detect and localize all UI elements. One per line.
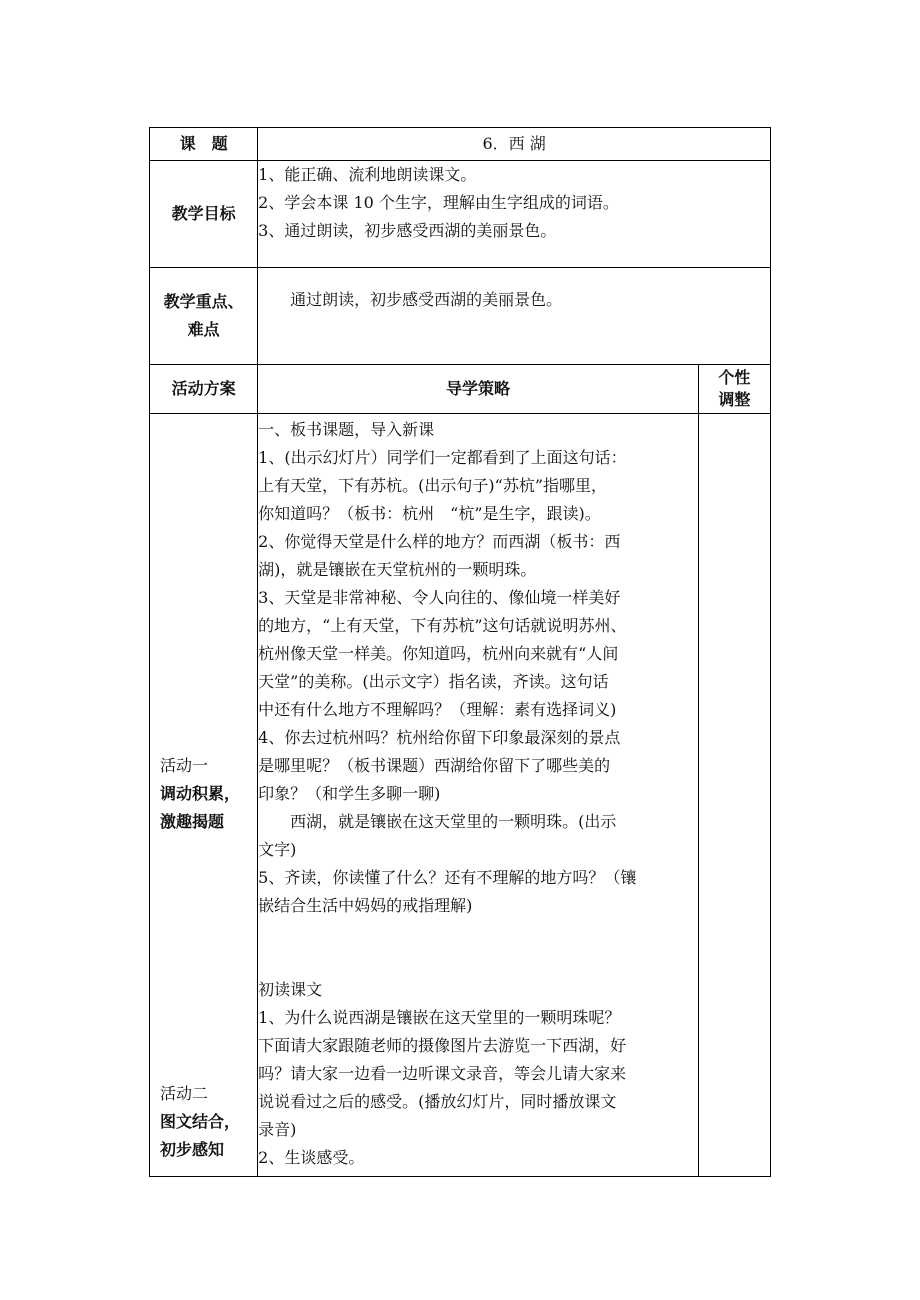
activities-row (150, 414, 771, 1177)
spacer (258, 920, 698, 976)
goal-item: 2、学会本课 10 个生字，理解由生字组成的词语。 (258, 193, 619, 212)
goals-row (150, 161, 771, 268)
a1-line: 杭州像天堂一样美。你知道吗，杭州向来就有“人间 (258, 644, 619, 663)
a1-line: 嵌结合生活中妈妈的戒指理解) (258, 896, 473, 915)
adjust-cell (698, 414, 770, 1177)
activity2-title-line2: 初步感知 (160, 1140, 225, 1159)
topic-label: 课 题 (150, 128, 258, 161)
a2-line: 录音) (258, 1120, 297, 1139)
a1-indent-line: 西湖，就是镶嵌在这天堂里的一颗明珠。(出示 (290, 812, 617, 831)
col-adjust-line2: 调整 (718, 390, 751, 409)
a2-line: 下面请大家跟随老师的摄像图片去游览一下西湖，好 (258, 1036, 627, 1055)
focus-label-line2: 难点 (187, 320, 220, 339)
activity1-label (160, 752, 240, 836)
a1-line: 上有天堂，下有苏杭。(出示句子)“苏杭”指哪里， (258, 476, 608, 495)
a1-line: 一、板书课题，导入新课 (258, 420, 435, 439)
activity1-title-line1: 调动积累， (160, 784, 241, 803)
col-adjust-line1: 个性 (718, 368, 751, 387)
a1-line: 3、天堂是非常神秘、令人向往的、像仙境一样美好 (258, 588, 621, 607)
focus-row (150, 268, 771, 365)
focus-label (150, 268, 258, 365)
a1-line: 2、你觉得天堂是什么样的地方？而西湖（板书：西 (258, 532, 621, 551)
a1-line: 4、你去过杭州吗？杭州给你留下印象最深刻的景点 (258, 728, 621, 747)
a1-line: 是哪里呢？（板书课题）西湖给你留下了哪些美的 (258, 756, 611, 775)
a2-line: 1、为什么说西湖是镶嵌在这天堂里的一颗明珠呢？ (258, 1008, 621, 1027)
a2-line: 2、生谈感受。 (258, 1148, 365, 1167)
activities-label-cell (150, 414, 258, 1177)
a1-line: 印象？（和学生多聊一聊) (258, 784, 441, 803)
col-plan: 活动方案 (150, 365, 258, 414)
a2-line: 初读课文 (258, 980, 323, 999)
strategy-content (258, 414, 699, 1177)
goal-item: 3、通过朗读，初步感受西湖的美丽景色。 (258, 221, 557, 240)
activity2-label (160, 1080, 240, 1164)
activity2-number: 活动二 (160, 1084, 209, 1103)
a1-line: 1、(出示幻灯片）同学们一定都看到了上面这句话： (258, 448, 627, 467)
title-row (150, 128, 771, 161)
activity2-title-line1: 图文结合， (160, 1112, 241, 1131)
col-strategy: 导学策略 (258, 365, 699, 414)
lesson-plan-table (149, 127, 771, 1177)
focus-text-cell (258, 268, 771, 365)
goals-label: 教学目标 (150, 161, 258, 268)
a2-line: 吗？请大家一边看一边听课文录音，等会儿请大家来 (258, 1064, 627, 1083)
a1-line: 文字) (258, 840, 297, 859)
a1-line: 你知道吗？（板书：杭州 “杭”是生字，跟读)。 (258, 504, 601, 523)
activity1-number: 活动一 (160, 756, 209, 775)
a2-line: 说说看过之后的感受。(播放幻灯片，同时播放课文 (258, 1092, 617, 1111)
a1-line: 的地方，“上有天堂，下有苏杭”这句话就说明苏州、 (258, 616, 627, 635)
a1-line: 天堂”的美称。(出示文字）指名读，齐读。这句话 (258, 672, 609, 691)
col-adjust (698, 365, 770, 414)
a1-line: 5、齐读，你读懂了什么？还有不理解的地方吗？（镶 (258, 868, 637, 887)
topic-value: 6．西 湖 (258, 128, 771, 161)
focus-label-line1: 教学重点、 (163, 292, 244, 311)
focus-text: 通过朗读，初步感受西湖的美丽景色。 (290, 290, 563, 309)
column-header-row (150, 365, 771, 414)
a1-line: 湖)，就是镶嵌在天堂杭州的一颗明珠。 (258, 560, 537, 579)
goal-item: 1、能正确、流利地朗读课文。 (258, 165, 477, 184)
activity1-title-line2: 激趣揭题 (160, 812, 225, 831)
a1-line: 中还有什么地方不理解吗？（理解：素有选择词义) (258, 700, 617, 719)
goals-list (258, 161, 771, 268)
